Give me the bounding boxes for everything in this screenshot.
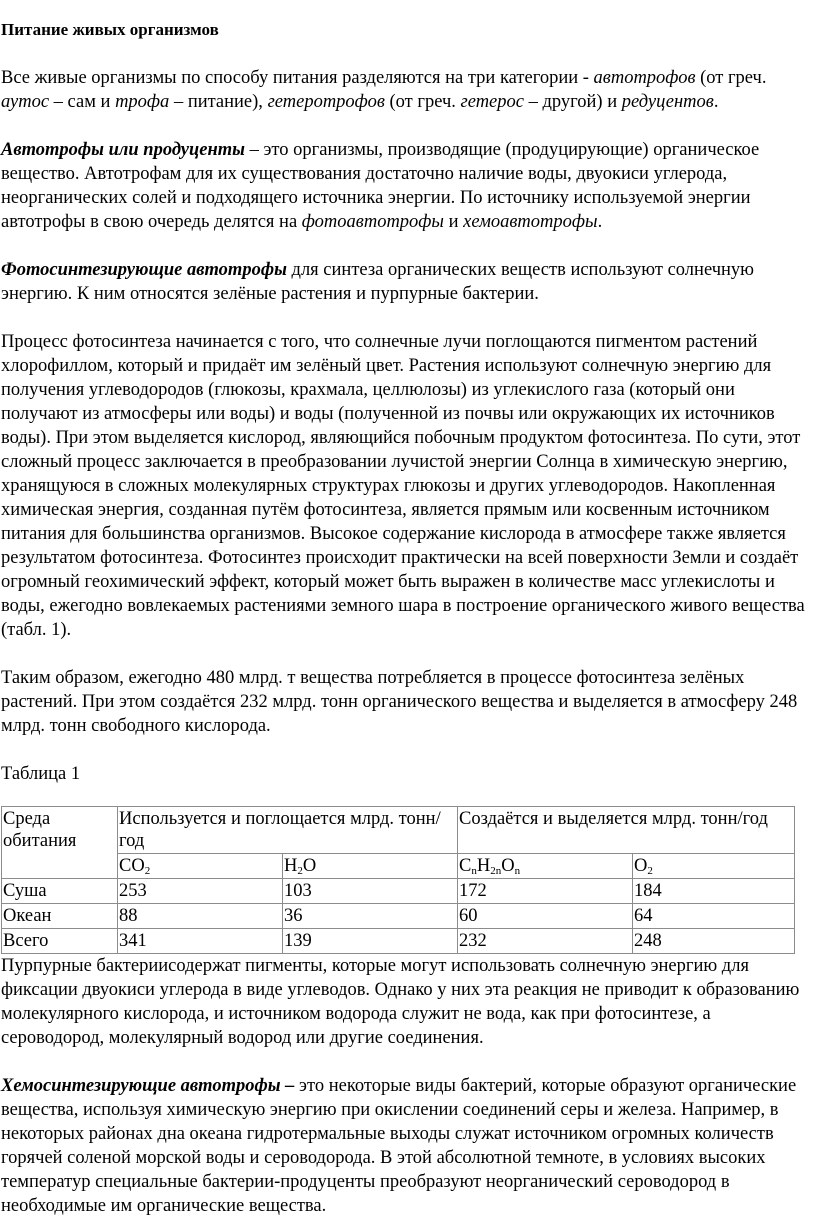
purple-bacteria-paragraph: Пурпурные бактериисодержат пигменты, которые могут использовать солнечную энергию для фиксации двуокиси углерода в виде углеводов. Однако у них эта реакция не приводит к образованию молекулярного кислорода, и источником водорода служит не вода, как при фотосинтезе, а сероводород, молекулярный водород или другие соединения. [1, 956, 800, 1048]
term-reducents: редуцентов [621, 92, 714, 112]
chemosynthesizing-paragraph [1, 1074, 813, 1218]
header-co2: $CO_2$ [118, 854, 283, 879]
document-title: Питание живых организмов [1, 20, 219, 39]
intro-text-6: – другой) и [523, 92, 622, 112]
spacer [1, 234, 813, 258]
cell-organic: 60 [458, 904, 633, 929]
row-label: Суша [2, 879, 118, 904]
cell-o2: 248 [633, 929, 795, 954]
intro-text-2: (от греч. [695, 68, 767, 88]
cell-o2: 64 [633, 904, 795, 929]
intro-paragraph [1, 66, 813, 114]
intro-text-4: – питание), [169, 92, 268, 112]
table-row [2, 879, 795, 904]
process-paragraph: Процесс фотосинтеза начинается с того, что солнечные лучи поглощаются пигментом растений хлорофиллом, который и придаёт им зелёный цвет. Растения используют солнечную энергию для получения углеводородов (глюкозы, крахмала, целлюлозы) из углекислого газа (который они получают из атмосферы или воды) и воды (полученной из почвы или окружающих их источников воды). При этом выделяется кислород, являющийся побочным продуктом фотосинтеза. По сути, этот сложный процесс заключается в преобразовании лучистой энергии Солнца в химическую энергию, хранящуюся в сложных молекулярных структурах глюкозы и других углеводородов. Накопленная химическая энергия, созданная путём фотосинтеза, является прямым или косвенным источником питания для большинства организмов. Высокое содержание кислорода в атмосфере также является результатом фотосинтеза. Фотосинтез происходит практически на всей поверхности Земли и создаёт огромный геохимический эффект, который может быть выражен в количестве масс углекислоты и воды, ежегодно вовлекаемых растениями земного шара в построение органического живого вещества (табл. 1). [1, 332, 805, 640]
intro-text-3: – сам и [49, 92, 116, 112]
header-cnh2non: $C_nH_{2n}O_n$ [458, 854, 633, 879]
table-row [2, 904, 795, 929]
term-autotrophs-producers: Автотрофы или продуценты [1, 140, 245, 160]
cell-co2: 341 [118, 929, 283, 954]
spacer [1, 114, 813, 138]
row-label: Всего [2, 929, 118, 954]
document-page [1, 18, 813, 1218]
term-autos: аутос [1, 92, 50, 112]
autotrophs-text-1: – это организмы, производящие (продуцирующие) органическое вещество. Автотрофам для их существования достаточно наличие воды, двуокиси углерода, неорганических солей и подходящего источника энергии. По источнику используемой энергии автотрофы в свою очередь делятся на [1, 140, 760, 232]
table-header-row [2, 807, 795, 854]
spacer [1, 306, 813, 330]
term-chemoautotrophs: хемоавтотрофы [463, 212, 598, 232]
term-photosynthesizing-autotrophs: Фотосинтезирующие автотрофы [1, 260, 287, 280]
spacer [1, 642, 813, 666]
autotrophs-text-3: . [597, 212, 603, 232]
term-trofa: трофа [115, 92, 170, 112]
intro-text-1: Все живые организмы по способу питания разделяются на три категории - [1, 68, 594, 88]
term-autotrophs: автотрофов [593, 68, 696, 88]
photosynthesis-table [1, 806, 795, 954]
cell-co2: 253 [118, 879, 283, 904]
cell-h2o: 103 [283, 879, 458, 904]
chemosynthesizing-text: это некоторые виды бактерий, которые образуют органические вещества, используя химическую энергию при окислении соединений серы и железа. Например, в некоторых районах дна океана гидротермальные выходы служат источником огромных количеств горячей соленой морской воды и сероводорода. В этой абсолютной темноте, в условиях высоких температур специальные бактерии-продуценты преобразуют неорганический сероводород в необходимые им органические вещества. [1, 1076, 797, 1216]
spacer [1, 786, 813, 806]
cell-h2o: 36 [283, 904, 458, 929]
cell-co2: 88 [118, 904, 283, 929]
table-caption: Таблица 1 [1, 764, 81, 784]
header-created: Создаётся и выделяется млрд. тонн/год [458, 807, 795, 854]
intro-text-7: . [713, 92, 719, 112]
term-chemosynthesizing-autotrophs: Хемосинтезирующие автотрофы – [1, 1076, 295, 1096]
spacer [1, 738, 813, 762]
table-subheader-row [2, 854, 795, 879]
header-used: Используется и поглощается млрд. тонн/год [118, 807, 458, 854]
row-label: Океан [2, 904, 118, 929]
cell-organic: 232 [458, 929, 633, 954]
term-heteros: гетерос [460, 92, 524, 112]
intro-text-5: (от греч. [384, 92, 461, 112]
cell-o2: 184 [633, 879, 795, 904]
summary-paragraph: Таким образом, ежегодно 480 млрд. т вещества потребляется в процессе фотосинтеза зелёных растений. При этом создаётся 232 млрд. тонн органического вещества и выделяется в атмосферу 248 млрд. тонн свободного кислорода. [1, 668, 798, 736]
term-photoautotrophs: фотоавтотрофы [301, 212, 444, 232]
table-row [2, 929, 795, 954]
cell-h2o: 139 [283, 929, 458, 954]
photosynthesizing-paragraph [1, 258, 813, 306]
autotrophs-text-2: и [443, 212, 464, 232]
photosynthesizing-text: для синтеза органических веществ используют солнечную энергию. К ним относятся зелёные растения и пурпурные бактерии. [1, 260, 754, 304]
term-heterotrophs: гетеротрофов [267, 92, 385, 112]
header-o2: $O_2$ [633, 854, 795, 879]
spacer [1, 42, 813, 66]
header-habitat: Среда обитания [2, 807, 118, 879]
autotrophs-paragraph [1, 138, 813, 234]
cell-organic: 172 [458, 879, 633, 904]
header-h2o: $H_2O$ [283, 854, 458, 879]
spacer [1, 1050, 813, 1074]
